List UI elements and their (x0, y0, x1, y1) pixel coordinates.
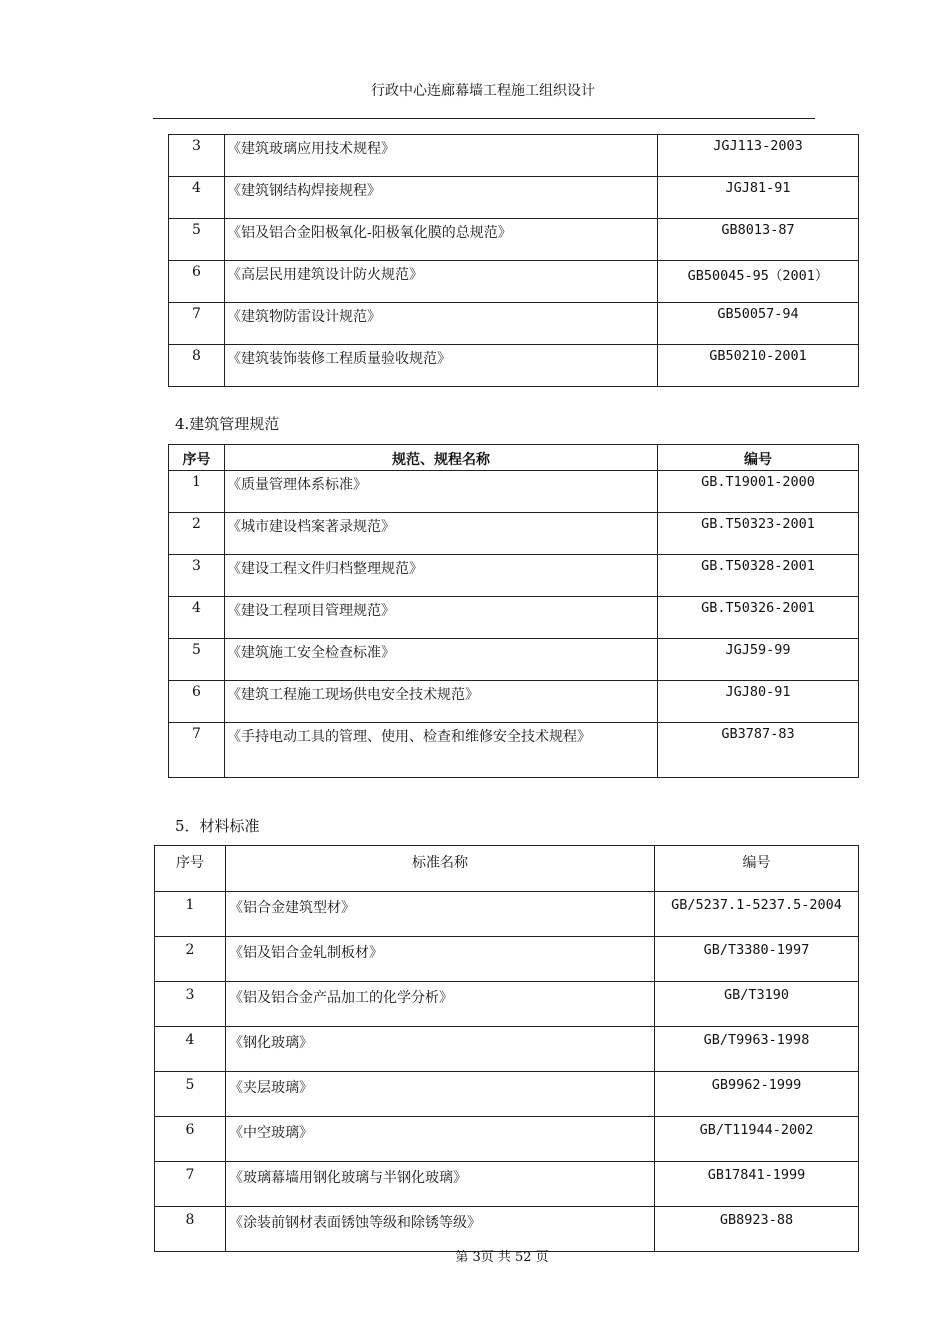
page-header-title: 行政中心连廊幕墙工程施工组织设计 (371, 83, 595, 99)
table-row (169, 345, 859, 387)
table-row (169, 177, 859, 219)
row-number: 3 (169, 135, 225, 177)
standard-name: 《铝及铝合金阳极氧化-阳极氧化膜的总规范》 (225, 219, 658, 261)
standard-code: GB9962-1999 (655, 1072, 859, 1117)
standard-name: 《铝及铝合金产品加工的化学分析》 (226, 982, 655, 1027)
page-footer-number: 第 3页 共 52 页 (455, 1250, 549, 1265)
row-number: 7 (155, 1162, 226, 1207)
standard-code: GB.T50323-2001 (658, 513, 859, 555)
standard-name: 《质量管理体系标准》 (225, 471, 658, 513)
table-row (169, 597, 859, 639)
standard-name: 《建设工程项目管理规范》 (225, 597, 658, 639)
standard-code: GB/T3380-1997 (655, 937, 859, 982)
table-row (169, 135, 859, 177)
standard-code: GB/5237.1-5237.5-2004 (655, 892, 859, 937)
row-number: 2 (169, 513, 225, 555)
management-standards-table (168, 444, 859, 778)
standard-code: GB50045-95（2001） (658, 261, 859, 303)
standard-code: GB/T11944-2002 (655, 1117, 859, 1162)
standard-name: 《玻璃幕墙用钢化玻璃与半钢化玻璃》 (226, 1162, 655, 1207)
standard-name: 《钢化玻璃》 (226, 1027, 655, 1072)
table-row (155, 1162, 859, 1207)
row-number: 8 (169, 345, 225, 387)
standard-name: 《城市建设档案著录规范》 (225, 513, 658, 555)
table-row (155, 1027, 859, 1072)
standard-name: 《建设工程文件归档整理规范》 (225, 555, 658, 597)
header-name: 标准名称 (226, 846, 655, 892)
table-row (155, 1207, 859, 1252)
table-header-row (169, 445, 859, 471)
table-row (169, 681, 859, 723)
table-row (155, 892, 859, 937)
header-number: 序号 (155, 846, 226, 892)
standard-name: 《涂装前钢材表面锈蚀等级和除锈等级》 (226, 1207, 655, 1252)
standard-code: JGJ80-91 (658, 681, 859, 723)
header-rule (153, 118, 815, 119)
header-code: 编号 (658, 445, 859, 471)
row-number: 7 (169, 723, 225, 778)
table-row (169, 723, 859, 778)
standard-name: 《建筑钢结构焊接规程》 (225, 177, 658, 219)
table-header-row (155, 846, 859, 892)
section-title-management: 4.建筑管理规范 (175, 415, 280, 433)
row-number: 4 (155, 1027, 226, 1072)
row-number: 2 (155, 937, 226, 982)
row-number: 3 (169, 555, 225, 597)
standard-name: 《建筑装饰装修工程质量验收规范》 (225, 345, 658, 387)
standard-code: GB3787-83 (658, 723, 859, 778)
header-code: 编号 (655, 846, 859, 892)
standard-name: 《夹层玻璃》 (226, 1072, 655, 1117)
standard-code: GB50210-2001 (658, 345, 859, 387)
row-number: 1 (169, 471, 225, 513)
table-row (169, 639, 859, 681)
row-number: 5 (169, 639, 225, 681)
standard-name: 《建筑施工安全检查标准》 (225, 639, 658, 681)
table-row (169, 555, 859, 597)
row-number: 6 (169, 681, 225, 723)
table-row (169, 471, 859, 513)
row-number: 5 (155, 1072, 226, 1117)
standard-name: 《铝合金建筑型材》 (226, 892, 655, 937)
row-number: 6 (155, 1117, 226, 1162)
standard-code: JGJ113-2003 (658, 135, 859, 177)
standard-code: JGJ81-91 (658, 177, 859, 219)
row-number: 3 (155, 982, 226, 1027)
standard-name: 《建筑工程施工现场供电安全技术规范》 (225, 681, 658, 723)
row-number: 8 (155, 1207, 226, 1252)
row-number: 4 (169, 597, 225, 639)
table-row (155, 1072, 859, 1117)
section-title-materials: 5．材料标准 (175, 817, 260, 835)
table-row (155, 937, 859, 982)
standard-code: GB8013-87 (658, 219, 859, 261)
standard-code: GB.T19001-2000 (658, 471, 859, 513)
table-row (169, 513, 859, 555)
header-number: 序号 (169, 445, 225, 471)
standard-name: 《铝及铝合金轧制板材》 (226, 937, 655, 982)
standard-code: GB8923-88 (655, 1207, 859, 1252)
standard-code: GB/T9963-1998 (655, 1027, 859, 1072)
material-standards-table (154, 845, 859, 1252)
row-number: 4 (169, 177, 225, 219)
row-number: 1 (155, 892, 226, 937)
row-number: 5 (169, 219, 225, 261)
table-row (169, 261, 859, 303)
standard-code: GB.T50328-2001 (658, 555, 859, 597)
standard-name: 《建筑玻璃应用技术规程》 (225, 135, 658, 177)
header-name: 规范、规程名称 (225, 445, 658, 471)
standards-table-continued (168, 134, 859, 387)
row-number: 7 (169, 303, 225, 345)
standard-name: 《建筑物防雷设计规范》 (225, 303, 658, 345)
table-row (155, 982, 859, 1027)
standard-code: GB/T3190 (655, 982, 859, 1027)
standard-name: 《手持电动工具的管理、使用、检查和维修安全技术规程》 (225, 723, 658, 778)
standard-code: GB17841-1999 (655, 1162, 859, 1207)
table-row (169, 303, 859, 345)
standard-code: GB.T50326-2001 (658, 597, 859, 639)
standard-code: GB50057-94 (658, 303, 859, 345)
standard-code: JGJ59-99 (658, 639, 859, 681)
table-row (169, 219, 859, 261)
standard-name: 《高层民用建筑设计防火规范》 (225, 261, 658, 303)
row-number: 6 (169, 261, 225, 303)
standard-name: 《中空玻璃》 (226, 1117, 655, 1162)
table-row (155, 1117, 859, 1162)
